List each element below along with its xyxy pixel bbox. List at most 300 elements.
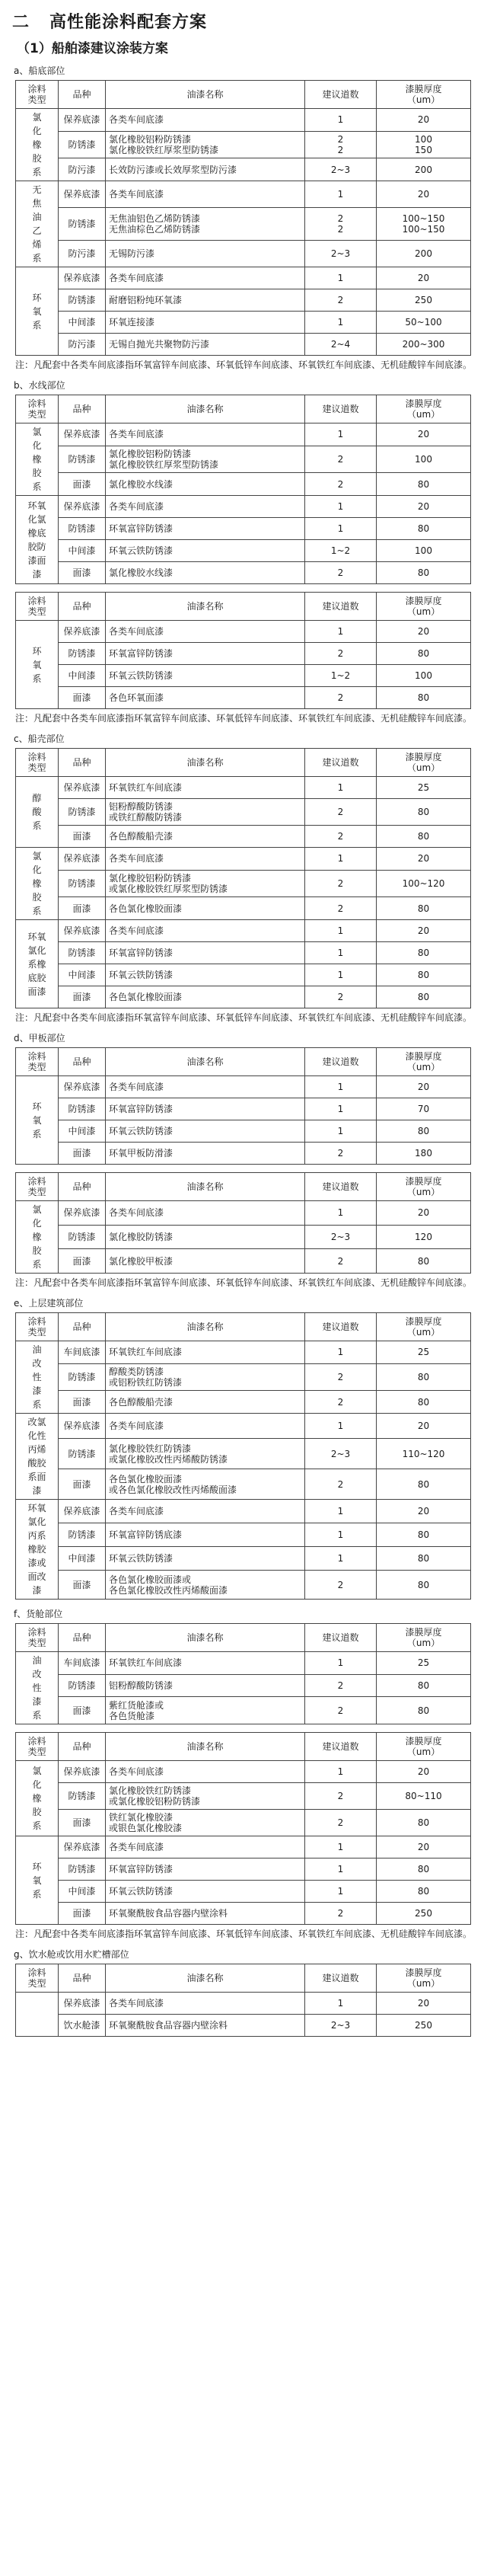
name-cell: 各色醇酸船壳漆 [106,1391,305,1414]
kind-cell: 保养底漆 [59,777,106,799]
kind-cell: 中间漆 [59,1881,106,1903]
header-cell: 品种 [59,1733,106,1761]
name-cell: 各类车间底漆 [106,920,305,942]
table-gap [12,1724,473,1732]
name-cell: 各类车间底漆 [106,423,305,446]
header-row [16,1173,471,1201]
coats-cell: 2 [305,1903,377,1925]
coats-cell: 2 [305,1810,377,1836]
header-cell: 建议道数 [305,1964,377,1993]
coats-cell: 1 [305,1414,377,1439]
kind-cell: 保养底漆 [59,1076,106,1098]
coats-cell: 1 [305,1500,377,1523]
thickness-cell: 100 150 [377,131,471,158]
table-row [16,1143,471,1165]
coats-cell: 1 [305,920,377,942]
kind-cell: 车间底漆 [59,1652,106,1675]
table-row [16,1881,471,1903]
header-cell: 漆膜厚度 （um） [377,1173,471,1201]
name-cell: 无锡自抛光共聚物防污漆 [106,334,305,356]
coats-cell: 2~3 [305,158,377,181]
thickness-cell: 180 [377,1143,471,1165]
table-row [16,1076,471,1098]
kind-cell: 面漆 [59,897,106,920]
header-cell: 油漆名称 [106,395,305,423]
system-cell: 环 氧 系 [16,267,59,356]
coats-cell: 2 [305,1363,377,1391]
name-cell: 氯化橡胶甲板漆 [106,1249,305,1274]
kind-cell: 保养底漆 [59,1414,106,1439]
name-cell: 各色醇酸船壳漆 [106,826,305,848]
header-cell: 油漆名称 [106,1048,305,1076]
header-cell: 涂料 类型 [16,593,59,621]
thickness-cell: 20 [377,1993,471,2015]
header-cell: 涂料 类型 [16,81,59,109]
name-cell: 各类车间底漆 [106,621,305,643]
name-cell: 环氧云铁防锈漆 [106,964,305,986]
kind-cell: 防锈漆 [59,1523,106,1547]
header-cell: 建议道数 [305,81,377,109]
table-row [16,1993,471,2015]
name-cell: 各类车间底漆 [106,1500,305,1523]
thickness-cell: 80 [377,518,471,540]
name-cell: 环氧甲板防滑漆 [106,1143,305,1165]
coats-cell: 2 [305,870,377,897]
thickness-cell: 120 [377,1225,471,1249]
table-row [16,181,471,208]
coats-cell: 2 [305,1571,377,1600]
header-cell: 建议道数 [305,1173,377,1201]
kind-cell: 保养底漆 [59,267,106,289]
kind-cell: 保养底漆 [59,1761,106,1783]
kind-cell: 面漆 [59,1810,106,1836]
coats-cell: 2 2 [305,208,377,241]
kind-cell: 防锈漆 [59,643,106,665]
header-cell: 油漆名称 [106,1313,305,1341]
header-cell: 涂料 类型 [16,1173,59,1201]
header-cell: 漆膜厚度 （um） [377,1624,471,1652]
table-row [16,964,471,986]
thickness-cell: 200~300 [377,334,471,356]
table-row [16,540,471,562]
thickness-cell: 80 [377,1391,471,1414]
kind-cell: 防锈漆 [59,1783,106,1810]
coats-cell: 1 [305,848,377,871]
name-cell: 环氧聚酰胺食品容器内壁涂料 [106,2015,305,2037]
header-cell: 涂料 类型 [16,1624,59,1652]
spec-table [15,1047,471,1165]
table-row [16,473,471,496]
thickness-cell: 20 [377,1500,471,1523]
table-row [16,687,471,709]
coats-cell: 1 [305,423,377,446]
system-cell: 环 氧 系 [16,1076,59,1165]
header-cell: 涂料 类型 [16,1733,59,1761]
kind-cell: 面漆 [59,1903,106,1925]
coats-cell: 2 [305,687,377,709]
thickness-cell: 80 [377,986,471,1008]
table-row [16,1674,471,1697]
coats-cell: 2 [305,1143,377,1165]
coats-cell: 1 [305,621,377,643]
section-title: d、甲板部位 [14,1033,65,1044]
thickness-cell: 80 [377,897,471,920]
thickness-cell: 20 [377,496,471,518]
coats-cell: 1~2 [305,665,377,687]
system-cell: 醇 酸 系 [16,777,59,848]
table-row [16,1363,471,1391]
table-row [16,1098,471,1120]
header-cell: 漆膜厚度 （um） [377,749,471,777]
thickness-cell: 80 [377,1547,471,1571]
thickness-cell: 20 [377,920,471,942]
kind-cell: 面漆 [59,562,106,584]
header-cell: 建议道数 [305,1733,377,1761]
header-cell: 涂料 类型 [16,1048,59,1076]
kind-cell: 防锈漆 [59,799,106,826]
name-cell: 环氧铁红车间底漆 [106,777,305,799]
kind-cell: 防锈漆 [59,289,106,312]
header-row [16,1313,471,1341]
kind-cell: 保养底漆 [59,423,106,446]
thickness-cell: 80 [377,562,471,584]
thickness-cell: 80 [377,1881,471,1903]
kind-cell: 面漆 [59,1249,106,1274]
thickness-cell: 80 [377,1120,471,1143]
name-cell: 无锡防污漆 [106,240,305,267]
coats-cell: 2 [305,799,377,826]
kind-cell: 防锈漆 [59,870,106,897]
thickness-cell: 100 [377,665,471,687]
header-cell: 油漆名称 [106,81,305,109]
name-cell: 环氧铁红车间底漆 [106,1341,305,1364]
section-title: f、货舱部位 [14,1609,63,1619]
table-row [16,1697,471,1724]
spec-table [15,1172,471,1274]
spec-table [15,748,471,1008]
thickness-cell: 80 [377,1697,471,1724]
header-cell: 漆膜厚度 （um） [377,593,471,621]
kind-cell: 保养底漆 [59,496,106,518]
kind-cell: 防锈漆 [59,1439,106,1469]
table-row [16,1500,471,1523]
name-cell: 氯化橡胶水线漆 [106,562,305,584]
system-cell: 无 焦 油 乙 烯 系 [16,181,59,267]
header-cell: 漆膜厚度 （um） [377,81,471,109]
thickness-cell: 250 [377,1903,471,1925]
kind-cell: 保养底漆 [59,1201,106,1226]
header-row [16,395,471,423]
header-cell: 品种 [59,1624,106,1652]
header-cell: 品种 [59,1048,106,1076]
kind-cell: 车间底漆 [59,1341,106,1364]
spec-table [15,592,471,709]
table-row [16,334,471,356]
name-cell: 各类车间底漆 [106,1414,305,1439]
name-cell: 环氧聚酰胺食品容器内壁涂料 [106,1903,305,1925]
name-cell: 环氧富锌防锈漆 [106,518,305,540]
header-row [16,1624,471,1652]
spec-table [15,80,471,356]
thickness-cell: 20 [377,1076,471,1098]
header-cell: 涂料 类型 [16,395,59,423]
name-cell: 氯化橡胶水线漆 [106,473,305,496]
thickness-cell: 20 [377,1201,471,1226]
footnote: 注：凡配套中各类车间底漆指环氧富锌车间底漆、环氧低锌车间底漆、环氧铁红车间底漆、无机硅酸锌车间底漆。 [15,713,473,724]
header-cell: 品种 [59,1173,106,1201]
table-row [16,621,471,643]
header-row [16,1964,471,1993]
table-gap [12,1165,473,1172]
coats-cell: 1 [305,1076,377,1098]
table-row [16,870,471,897]
kind-cell: 防锈漆 [59,1225,106,1249]
name-cell: 各类车间底漆 [106,1076,305,1098]
thickness-cell: 25 [377,777,471,799]
kind-cell: 防污漆 [59,240,106,267]
thickness-cell: 80 [377,1249,471,1274]
table-row [16,312,471,334]
section-title: g、饮水舱或饮用水贮槽部位 [14,1949,129,1960]
name-cell: 氯化橡胶铁红防锈漆 或氯化橡胶铝粉防锈漆 [106,1783,305,1810]
name-cell: 各类车间底漆 [106,181,305,208]
table-row [16,240,471,267]
kind-cell: 防锈漆 [59,942,106,964]
header-cell: 建议道数 [305,395,377,423]
kind-cell: 防锈漆 [59,446,106,473]
kind-cell: 防锈漆 [59,1858,106,1881]
table-row [16,1547,471,1571]
coats-cell: 2~3 [305,240,377,267]
header-cell: 建议道数 [305,1624,377,1652]
table-row [16,1391,471,1414]
thickness-cell: 110~120 [377,1439,471,1469]
spec-table [15,1312,471,1600]
coats-cell: 1 [305,1881,377,1903]
coats-cell: 1 [305,1341,377,1364]
section-title: c、船壳部位 [14,733,65,744]
kind-cell: 防锈漆 [59,208,106,241]
header-cell: 品种 [59,593,106,621]
table-row [16,289,471,312]
name-cell: 环氧云铁防锈漆 [106,1547,305,1571]
system-cell: 氯 化 橡 胶 系 [16,1201,59,1274]
kind-cell: 防锈漆 [59,1363,106,1391]
table-row [16,1783,471,1810]
kind-cell: 保养底漆 [59,621,106,643]
name-cell: 氯化橡胶铝粉防锈漆 氯化橡胶铁红厚浆型防锈漆 [106,446,305,473]
name-cell: 各色氯化橡胶面漆 [106,897,305,920]
name-cell: 各类车间底漆 [106,1993,305,2015]
thickness-cell: 100~120 [377,870,471,897]
header-cell: 品种 [59,81,106,109]
table-row [16,1341,471,1364]
name-cell: 氯化橡胶铝粉防锈漆 或氯化橡胶铁红厚浆型防锈漆 [106,870,305,897]
section-title: b、水线部位 [14,380,65,391]
table-row [16,643,471,665]
kind-cell: 防污漆 [59,158,106,181]
coats-cell: 2 [305,643,377,665]
coats-cell: 2 [305,473,377,496]
coats-cell: 2 [305,1697,377,1724]
thickness-cell: 80 [377,473,471,496]
name-cell: 醇酸类防锈漆 或铝粉铁红防锈漆 [106,1363,305,1391]
table-row [16,1201,471,1226]
kind-cell: 保养底漆 [59,1993,106,2015]
thickness-cell: 25 [377,1652,471,1675]
footnote: 注：凡配套中各类车间底漆指环氧富锌车间底漆、环氧低锌车间底漆、环氧铁红车间底漆、无机硅酸锌车间底漆。 [15,360,473,370]
system-cell: 环 氧 系 [16,1836,59,1925]
coats-cell: 2 [305,1249,377,1274]
table-row [16,1858,471,1881]
header-cell: 涂料 类型 [16,1313,59,1341]
header-row [16,593,471,621]
system-cell: 氯 化 橡 胶 系 [16,1761,59,1836]
table-row [16,1414,471,1439]
thickness-cell: 80 [377,687,471,709]
thickness-cell: 100~150 100~150 [377,208,471,241]
thickness-cell: 80~110 [377,1783,471,1810]
name-cell: 各类车间底漆 [106,1836,305,1858]
coats-cell: 2 2 [305,131,377,158]
name-cell: 环氧富锌防锈漆 [106,1858,305,1881]
header-row [16,1733,471,1761]
kind-cell: 中间漆 [59,1547,106,1571]
coats-cell: 2~4 [305,334,377,356]
system-cell: 氯 化 橡 胶 系 [16,109,59,181]
header-cell: 品种 [59,1964,106,1993]
name-cell: 各类车间底漆 [106,1201,305,1226]
kind-cell: 面漆 [59,986,106,1008]
thickness-cell: 80 [377,799,471,826]
name-cell: 各色环氧面漆 [106,687,305,709]
kind-cell: 中间漆 [59,312,106,334]
coats-cell: 1 [305,777,377,799]
table-row [16,2015,471,2037]
name-cell: 各类车间底漆 [106,109,305,132]
name-cell: 紫红货舱漆或 各色货舱漆 [106,1697,305,1724]
header-cell: 漆膜厚度 （um） [377,1964,471,1993]
thickness-cell: 80 [377,1469,471,1500]
coats-cell: 1 [305,1993,377,2015]
name-cell: 氯化橡胶铝粉防锈漆 氯化橡胶铁红厚浆型防锈漆 [106,131,305,158]
name-cell: 环氧云铁防锈漆 [106,1881,305,1903]
kind-cell: 中间漆 [59,540,106,562]
header-cell: 油漆名称 [106,1173,305,1201]
coats-cell: 2 [305,826,377,848]
thickness-cell: 80 [377,1523,471,1547]
coats-cell: 2 [305,897,377,920]
thickness-cell: 100 [377,446,471,473]
system-cell: 环氧 化氯 橡底 胶防 漆面 漆 [16,496,59,584]
system-cell [16,1993,59,2037]
header-cell: 漆膜厚度 （um） [377,1048,471,1076]
kind-cell: 面漆 [59,687,106,709]
coats-cell: 1 [305,1858,377,1881]
name-cell: 环氧富锌防锈漆 [106,1098,305,1120]
thickness-cell: 100 [377,540,471,562]
name-cell: 环氧云铁防锈漆 [106,665,305,687]
name-cell: 各类车间底漆 [106,848,305,871]
thickness-cell: 20 [377,1836,471,1858]
table-row [16,496,471,518]
thickness-cell: 80 [377,1810,471,1836]
system-cell: 氯 化 橡 胶 系 [16,848,59,920]
name-cell: 氯化橡胶防锈漆 [106,1225,305,1249]
header-cell: 涂料 类型 [16,1964,59,1993]
system-cell: 环 氧 系 [16,621,59,709]
kind-cell: 中间漆 [59,665,106,687]
kind-cell: 面漆 [59,1571,106,1600]
coats-cell: 2~3 [305,1225,377,1249]
kind-cell: 面漆 [59,826,106,848]
table-row [16,208,471,241]
table-row [16,1120,471,1143]
spec-table [15,1623,471,1724]
kind-cell: 防锈漆 [59,518,106,540]
name-cell: 环氧云铁防锈漆 [106,1120,305,1143]
thickness-cell: 20 [377,1414,471,1439]
header-cell: 油漆名称 [106,749,305,777]
thickness-cell: 80 [377,643,471,665]
thickness-cell: 20 [377,423,471,446]
system-cell: 环氧 氯化 丙系 橡胶 漆或 面改 漆 [16,1500,59,1600]
system-cell: 油 改 性 漆 系 [16,1652,59,1724]
coats-cell: 1 [305,1098,377,1120]
name-cell: 环氧云铁防锈漆 [106,540,305,562]
coats-cell: 2 [305,1783,377,1810]
system-cell: 氯 化 橡 胶 系 [16,423,59,496]
footnote: 注：凡配套中各类车间底漆指环氧富锌车间底漆、环氧低锌车间底漆、环氧铁红车间底漆、无机硅酸锌车间底漆。 [15,1277,473,1288]
table-gap [12,584,473,592]
coats-cell: 1 [305,964,377,986]
name-cell: 无焦油铝色乙烯防锈漆 无焦油棕色乙烯防锈漆 [106,208,305,241]
spec-table [15,395,471,584]
table-row [16,942,471,964]
table-row [16,1652,471,1675]
coats-cell: 1 [305,181,377,208]
kind-cell: 防锈漆 [59,1098,106,1120]
coats-cell: 1 [305,1761,377,1783]
thickness-cell: 20 [377,109,471,132]
name-cell: 长效防污漆或长效厚浆型防污漆 [106,158,305,181]
footnote: 注：凡配套中各类车间底漆指环氧富锌车间底漆、环氧低锌车间底漆、环氧铁红车间底漆、无机硅酸锌车间底漆。 [15,1929,473,1939]
footnote: 注：凡配套中各类车间底漆指环氧富锌车间底漆、环氧低锌车间底漆、环氧铁红车间底漆、无机硅酸锌车间底漆。 [15,1012,473,1023]
table-row [16,826,471,848]
coats-cell: 2~3 [305,1439,377,1469]
title-number: 二 [12,13,30,32]
table-row [16,267,471,289]
table-row [16,1469,471,1500]
thickness-cell: 200 [377,158,471,181]
header-cell: 品种 [59,395,106,423]
thickness-cell: 80 [377,942,471,964]
table-row [16,777,471,799]
coats-cell: 1 [305,496,377,518]
table-row [16,423,471,446]
coats-cell: 2 [305,289,377,312]
table-row [16,109,471,132]
coats-cell: 2 [305,986,377,1008]
name-cell: 各色氯化橡胶面漆或 各色氯化橡胶改性丙烯酸面漆 [106,1571,305,1600]
coats-cell: 2 [305,1391,377,1414]
header-row [16,1048,471,1076]
kind-cell: 保养底漆 [59,181,106,208]
system-cell: 油 改 性 漆 系 [16,1341,59,1414]
coats-cell: 1 [305,1120,377,1143]
name-cell: 各类车间底漆 [106,267,305,289]
table-row [16,518,471,540]
